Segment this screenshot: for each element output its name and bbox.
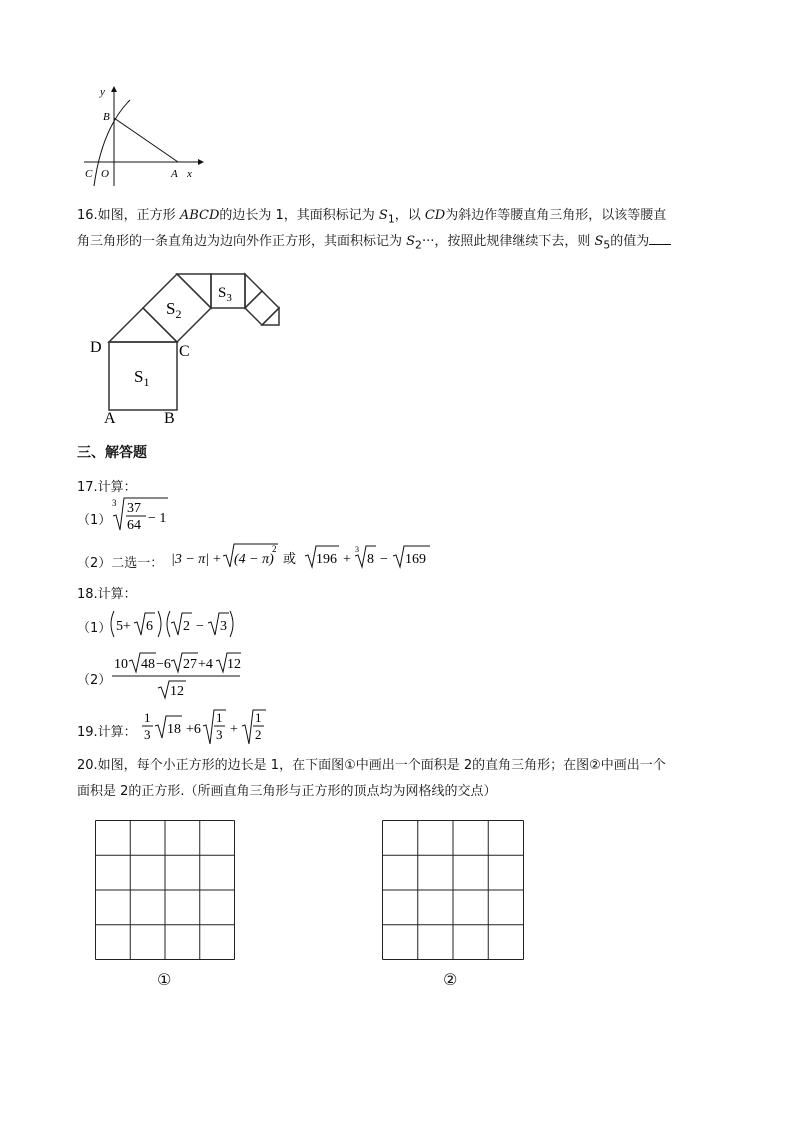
- radicand-196: 196: [316, 552, 337, 567]
- paren-open-1: [111, 611, 114, 637]
- x-axis-arrow: [198, 159, 204, 165]
- label-s2: $S_2$: [166, 299, 182, 321]
- radicand-48: 48: [141, 657, 155, 672]
- label-a2: A: [104, 410, 116, 426]
- frac-den: 64: [127, 518, 141, 533]
- grid-figure-2: [382, 820, 524, 960]
- label-d: D: [90, 339, 102, 356]
- frac1-num: 1: [144, 710, 151, 725]
- triangle-3: [245, 274, 262, 308]
- label-o: O: [101, 168, 109, 180]
- q19-head: 19.计算：: [77, 725, 137, 740]
- radicand-18: 18: [167, 722, 181, 737]
- cube-index-2: 3: [355, 545, 359, 554]
- cube-index: 3: [112, 498, 117, 508]
- label-a: A: [171, 168, 178, 180]
- coef-minus6: −6: [156, 657, 171, 672]
- q18-part1-expr: [108, 608, 238, 640]
- arc-curve: [94, 100, 130, 186]
- label-s3: $S_3$: [218, 285, 232, 304]
- fig2-label: ②: [443, 970, 458, 989]
- q20-line1: 20.如图，每个小正方形的边长是 1，在下面图①中画出一个面积是 2的直角三角形；在图②中画出一个: [77, 758, 666, 773]
- plus-sign-3: +: [230, 722, 238, 737]
- exponent: 2: [272, 544, 277, 554]
- label-c2: C: [179, 343, 190, 360]
- q17-part2-label: （2）二选一：: [77, 556, 164, 571]
- q18-part2-expr: [110, 650, 242, 700]
- frac3-num: 1: [255, 710, 262, 725]
- minus-one: − 1: [148, 511, 167, 526]
- fig1-label: ①: [157, 970, 172, 989]
- radicand-12b: 12: [170, 684, 184, 699]
- triangle-4: [262, 308, 279, 325]
- abs-expr: |3 − π|: [171, 552, 210, 567]
- y-axis-arrow: [111, 86, 117, 92]
- paren-close-2: [230, 611, 233, 637]
- q18-part2-label: （2）: [77, 673, 112, 688]
- radicand-6: 6: [146, 619, 153, 634]
- answer-blank: [649, 232, 671, 245]
- plus-six: +6: [186, 722, 201, 737]
- label-x: x: [187, 168, 192, 180]
- radicand-2: 2: [183, 619, 190, 634]
- coef-10: 10: [114, 657, 128, 672]
- grid-lines-1: [96, 821, 235, 960]
- q20-line2: 面积是 2的正方形.（所画直角三角形与正方形的顶点均为网格线的交点）: [77, 784, 497, 799]
- label-b: B: [103, 111, 110, 123]
- segment-ab: [114, 118, 178, 162]
- q18-head: 18.计算：: [77, 587, 137, 602]
- square-s4: [245, 291, 279, 325]
- minus-sign: −: [380, 552, 388, 567]
- square-spiral-figure: [84, 272, 294, 426]
- radicand: (4 − π): [234, 552, 274, 567]
- q18-part1-label: （1）: [77, 621, 112, 636]
- q17-head: 17.计算：: [77, 480, 137, 495]
- label-y: y: [100, 86, 105, 98]
- radicand-3: 3: [220, 619, 227, 634]
- q17-part1-expr: [110, 494, 190, 534]
- radicand-27: 27: [183, 657, 197, 672]
- label-c: C: [85, 168, 93, 180]
- radicand-169: 169: [405, 552, 426, 567]
- q19-expr: [140, 708, 270, 748]
- triangle-2: [177, 274, 211, 308]
- label-s1: $S_1$: [134, 367, 150, 389]
- frac2-num: 1: [216, 710, 223, 725]
- q16-line2: 角三角形的一条直角边为边向外作正方形，其面积标记为 $S_2\cdot\cdot\cdot$，按照此规律继续下去，则 $S_5$的值为: [77, 230, 671, 252]
- label-b2: B: [164, 410, 175, 426]
- section-title: 三、解答题: [77, 445, 147, 461]
- radicand-12a: 12: [227, 657, 241, 672]
- frac3-den: 2: [255, 727, 262, 742]
- grid-lines-2: [383, 821, 524, 960]
- q17-part1-label: （1）: [77, 513, 112, 528]
- minus-sign-2: −: [196, 619, 204, 634]
- frac1-den: 3: [144, 727, 151, 742]
- term-5: 5+: [116, 619, 131, 634]
- radicand-8: 8: [367, 552, 374, 567]
- radical-frac2: [242, 710, 266, 744]
- paren-open-2: [167, 611, 170, 637]
- q16-line1: 16.如图，正方形 ABCD的边长为 1，其面积标记为 $S_1$，以 CD为斜边作等腰直角三角形，以该等腰直: [77, 208, 667, 226]
- q17-part2-expr: [168, 540, 438, 572]
- paren-close-1: [158, 611, 161, 637]
- grid-figure-1: [95, 820, 235, 960]
- plus-sign-2: +: [343, 552, 351, 567]
- coef-plus4: +4: [198, 657, 213, 672]
- frac2-den: 3: [216, 727, 223, 742]
- or-text: 或: [283, 552, 297, 567]
- coordinate-graph: [80, 82, 210, 188]
- frac-num: 37: [127, 501, 141, 516]
- radical-frac1: [203, 710, 226, 744]
- plus-sign: +: [213, 552, 221, 567]
